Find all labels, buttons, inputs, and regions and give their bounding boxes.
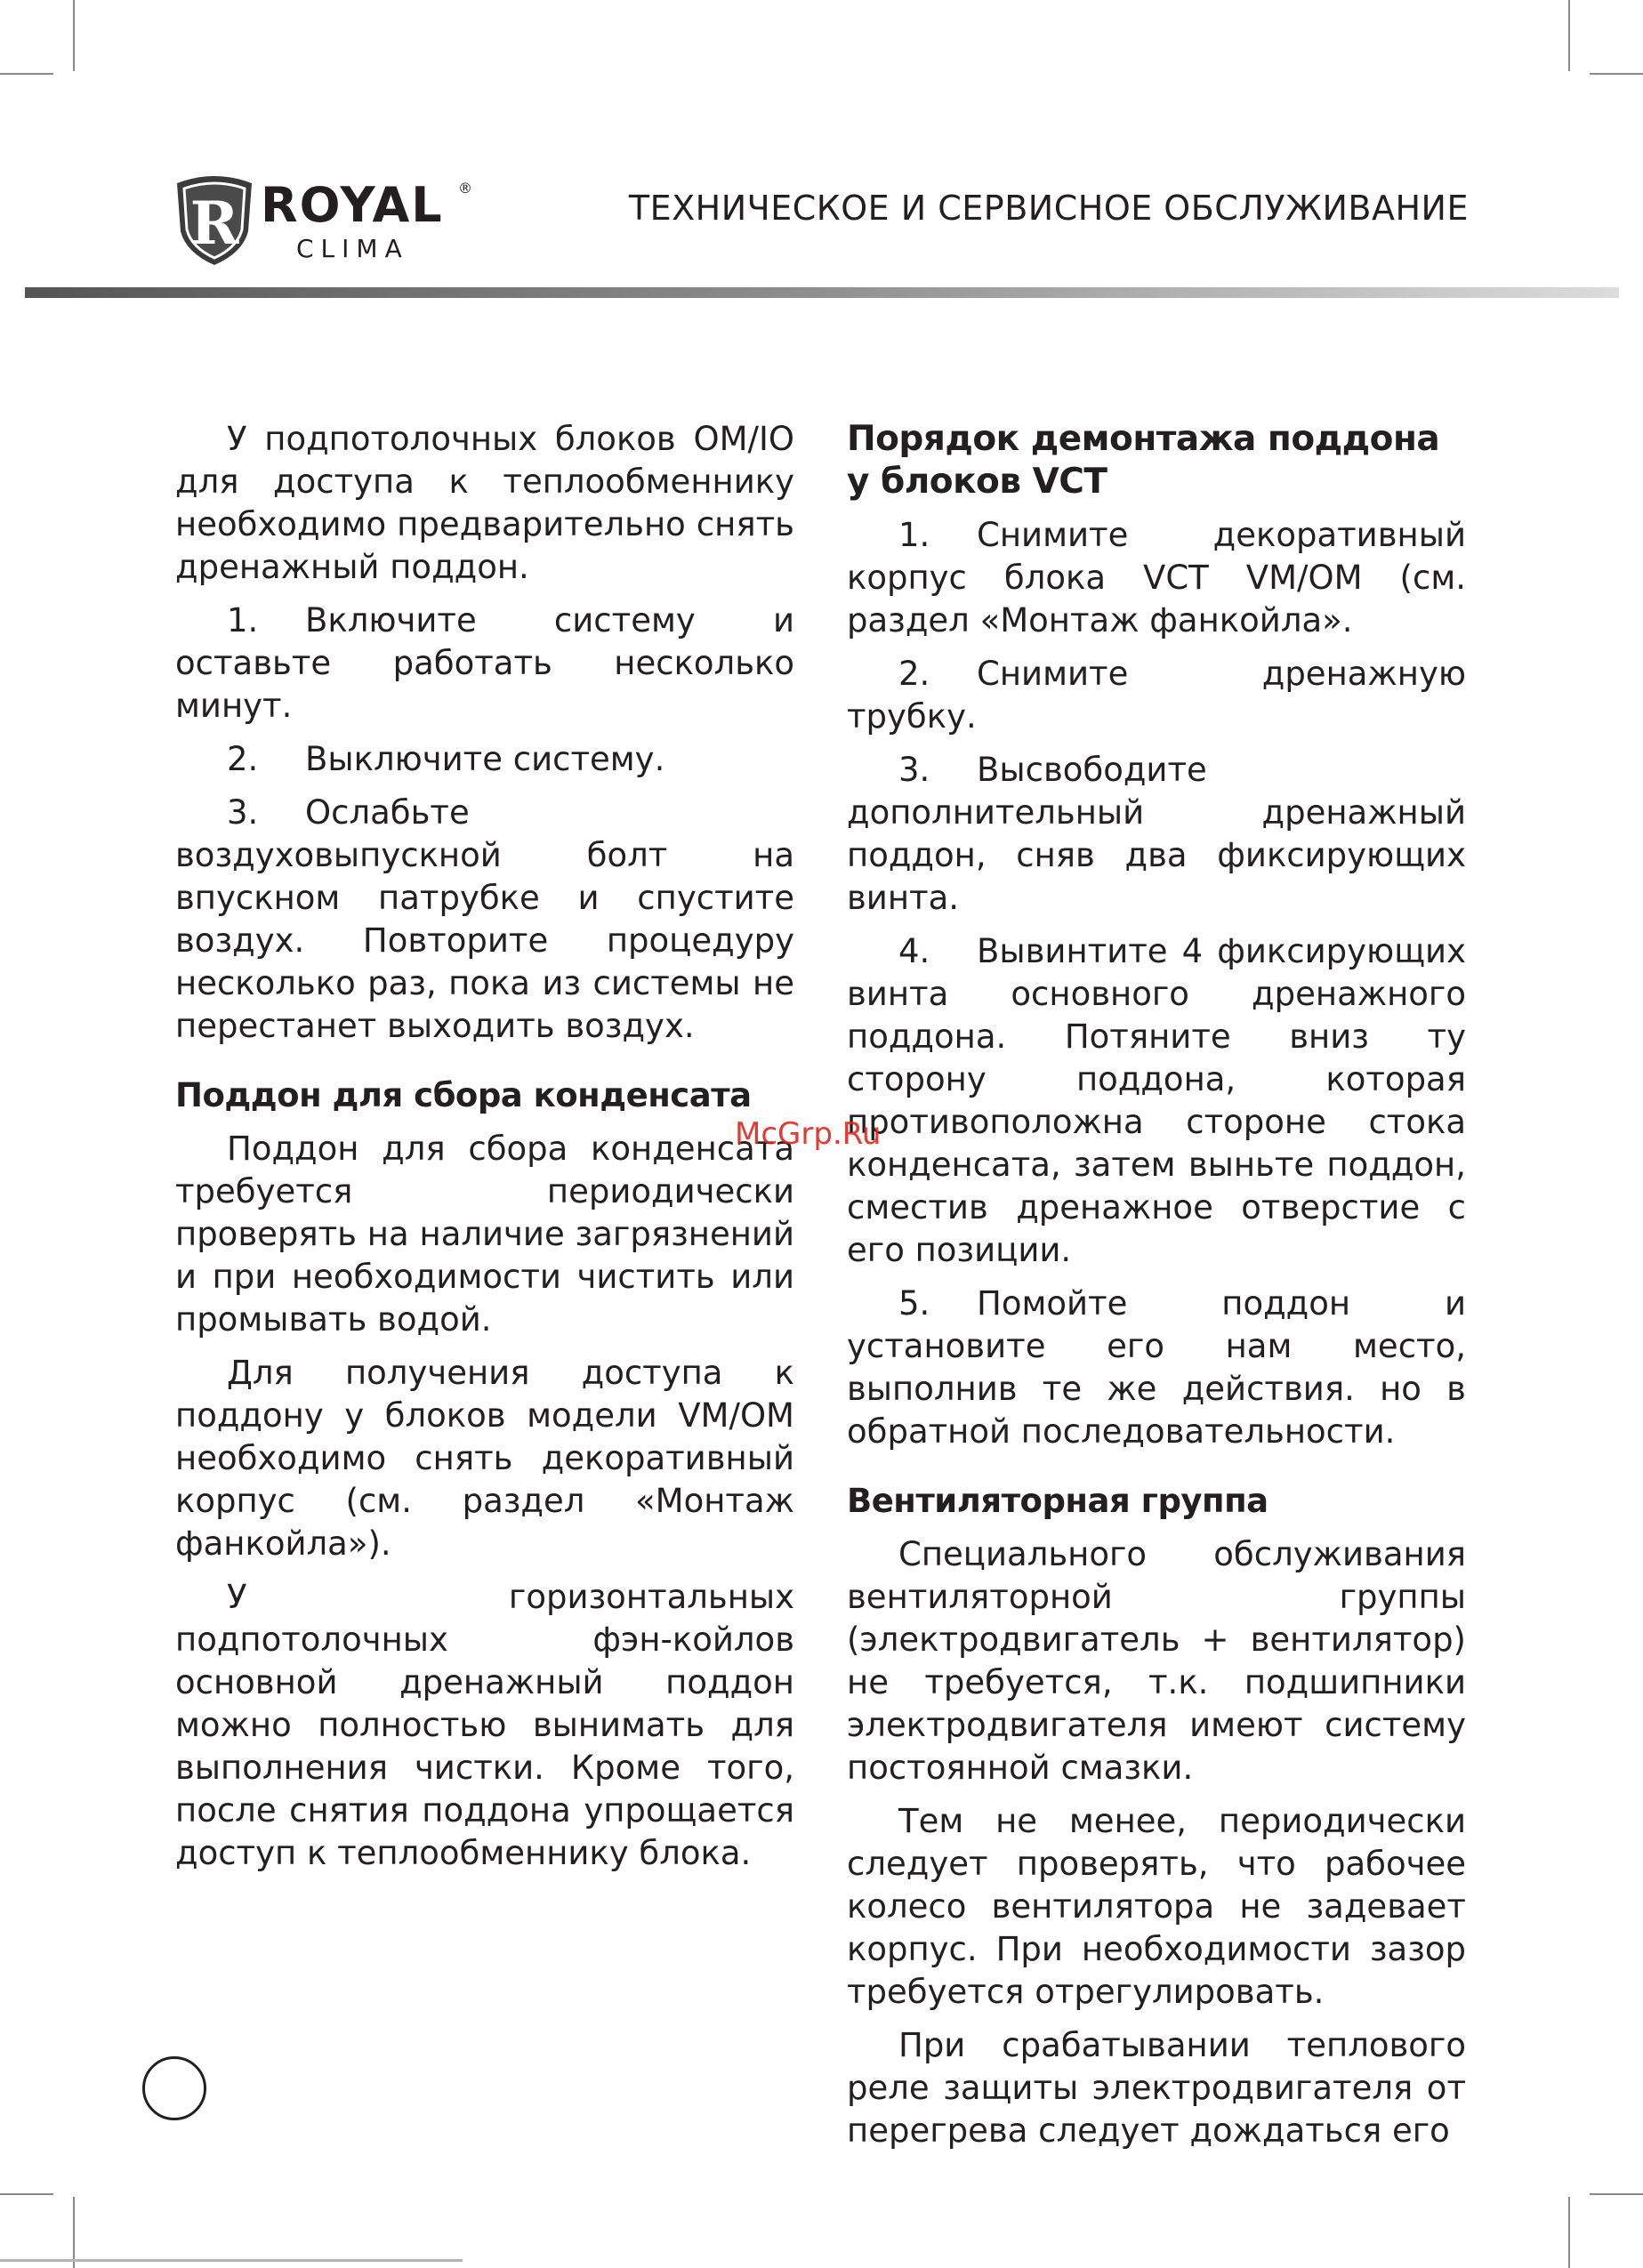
- body-paragraph: У горизонтальных подпотолочных фэн-койлов основной дренажный поддон можно полностью вынимать для выполнения чистки. Кроме того, после снятия поддона упрощается доступ к теплообменнику блока.: [175, 1578, 794, 1872]
- shield-icon: [173, 174, 255, 267]
- step-number: 1.: [227, 601, 259, 639]
- list-item: [847, 1283, 1466, 1453]
- body-paragraph: Специального обслуживания вентиляторной группы (электродвигатель + вентилятор) не требуется, т.к. подшипники электродвигателя имеют систему постоянной смазки.: [847, 1535, 1466, 1787]
- step-text: Снимите дренажную трубку.: [847, 655, 1466, 736]
- crop-mark: [1590, 73, 1643, 75]
- crop-mark: [0, 73, 53, 75]
- step-text: Помойте поддон и установите его нам место, выполнив те же действия. но в обратной последовательности.: [847, 1284, 1466, 1451]
- step-number: 2.: [227, 740, 259, 778]
- list-item: [847, 514, 1466, 642]
- header-divider: [25, 287, 1619, 298]
- body-paragraph: При срабатывании теплового реле защиты электродвигателя от перегрева следует дождаться его: [847, 2026, 1466, 2150]
- list-item: [847, 930, 1466, 1272]
- left-column: [175, 418, 794, 1886]
- step-number: 3.: [898, 751, 930, 789]
- body-paragraph: Тем не менее, периодически следует проверять, что рабочее колесо вентилятора не задевает корпус. При необходимости зазор требуется отрегулировать.: [847, 1802, 1466, 2011]
- logo-subtitle: CLIMA: [296, 234, 409, 263]
- step-text: Ослабьте воздуховыпускной болт на впускном патрубке и спустите воздух. Повторите процедуру несколько раз, пока из системы не перестанет выходить воздух.: [175, 793, 794, 1045]
- step-text: Снимите декоративный корпус блока VCT VM/OM (см. раздел «Монтаж фанкойла».: [847, 516, 1466, 639]
- crop-mark: [1590, 2193, 1643, 2195]
- vct-removal-heading: Порядок демонтажа поддона у блоков VCT: [847, 419, 1440, 502]
- list-item: [175, 738, 794, 781]
- crop-mark: [1568, 2197, 1570, 2268]
- bottom-rule: [0, 2259, 463, 2262]
- step-text: Выключите систему.: [305, 740, 665, 778]
- right-column: [847, 418, 1466, 2163]
- body-paragraph: Для получения доступа к поддону у блоков модели VM/OM необходимо снять декоративный корпус (см. раздел «Монтаж фанкойла»).: [175, 1354, 794, 1563]
- brand-logo: [173, 174, 494, 272]
- step-number: 2.: [898, 655, 930, 693]
- step-number: 1.: [898, 516, 930, 554]
- list-item: [847, 749, 1466, 920]
- page-number-circle: [142, 2056, 206, 2120]
- step-text: Вывинтите 4 фиксирующих винта основного дренажного поддона. Потяните вниз ту сторону поддона, которая противоположна стороне стока конденсата, затем выньте поддон, сместив дренажное отверстие с его позиции.: [847, 932, 1466, 1269]
- crop-mark: [73, 2197, 75, 2268]
- step-text: Высвободите дополнительный дренажный поддон, сняв два фиксирующих винта.: [847, 751, 1466, 917]
- step-number: 3.: [227, 793, 259, 832]
- step-number: 4.: [898, 932, 930, 970]
- watermark: McGrp.Ru: [735, 1116, 882, 1152]
- list-item: [175, 792, 794, 1048]
- fan-group-heading: Вентиляторная группа: [847, 1482, 1268, 1520]
- body-paragraph: Поддон для сбора конденсата требуется периодически проверять на наличие загрязнений и при необходимости чистить или промывать водой.: [175, 1130, 794, 1339]
- condensate-tray-heading: Поддон для сбора конденсата: [175, 1076, 752, 1114]
- section-title: ТЕХНИЧЕСКОЕ И СЕРВИСНОЕ ОБСЛУЖИВАНИЕ: [628, 189, 1469, 228]
- crop-mark: [0, 2193, 53, 2195]
- intro-paragraph: У подпотолочных блоков OM/IO для доступа к теплообменнику необходимо предварительно снять дренажный поддон.: [175, 420, 794, 586]
- crop-mark: [73, 0, 75, 71]
- logo-registered-mark: ®: [458, 180, 472, 197]
- step-text: Включите систему и оставьте работать несколько минут.: [175, 601, 794, 725]
- logo-wordmark: ROYAL: [261, 177, 444, 233]
- logo-initial: R: [189, 189, 239, 258]
- crop-mark: [1568, 0, 1570, 71]
- step-number: 5.: [898, 1284, 930, 1323]
- list-item: [175, 599, 794, 728]
- list-item: [847, 653, 1466, 738]
